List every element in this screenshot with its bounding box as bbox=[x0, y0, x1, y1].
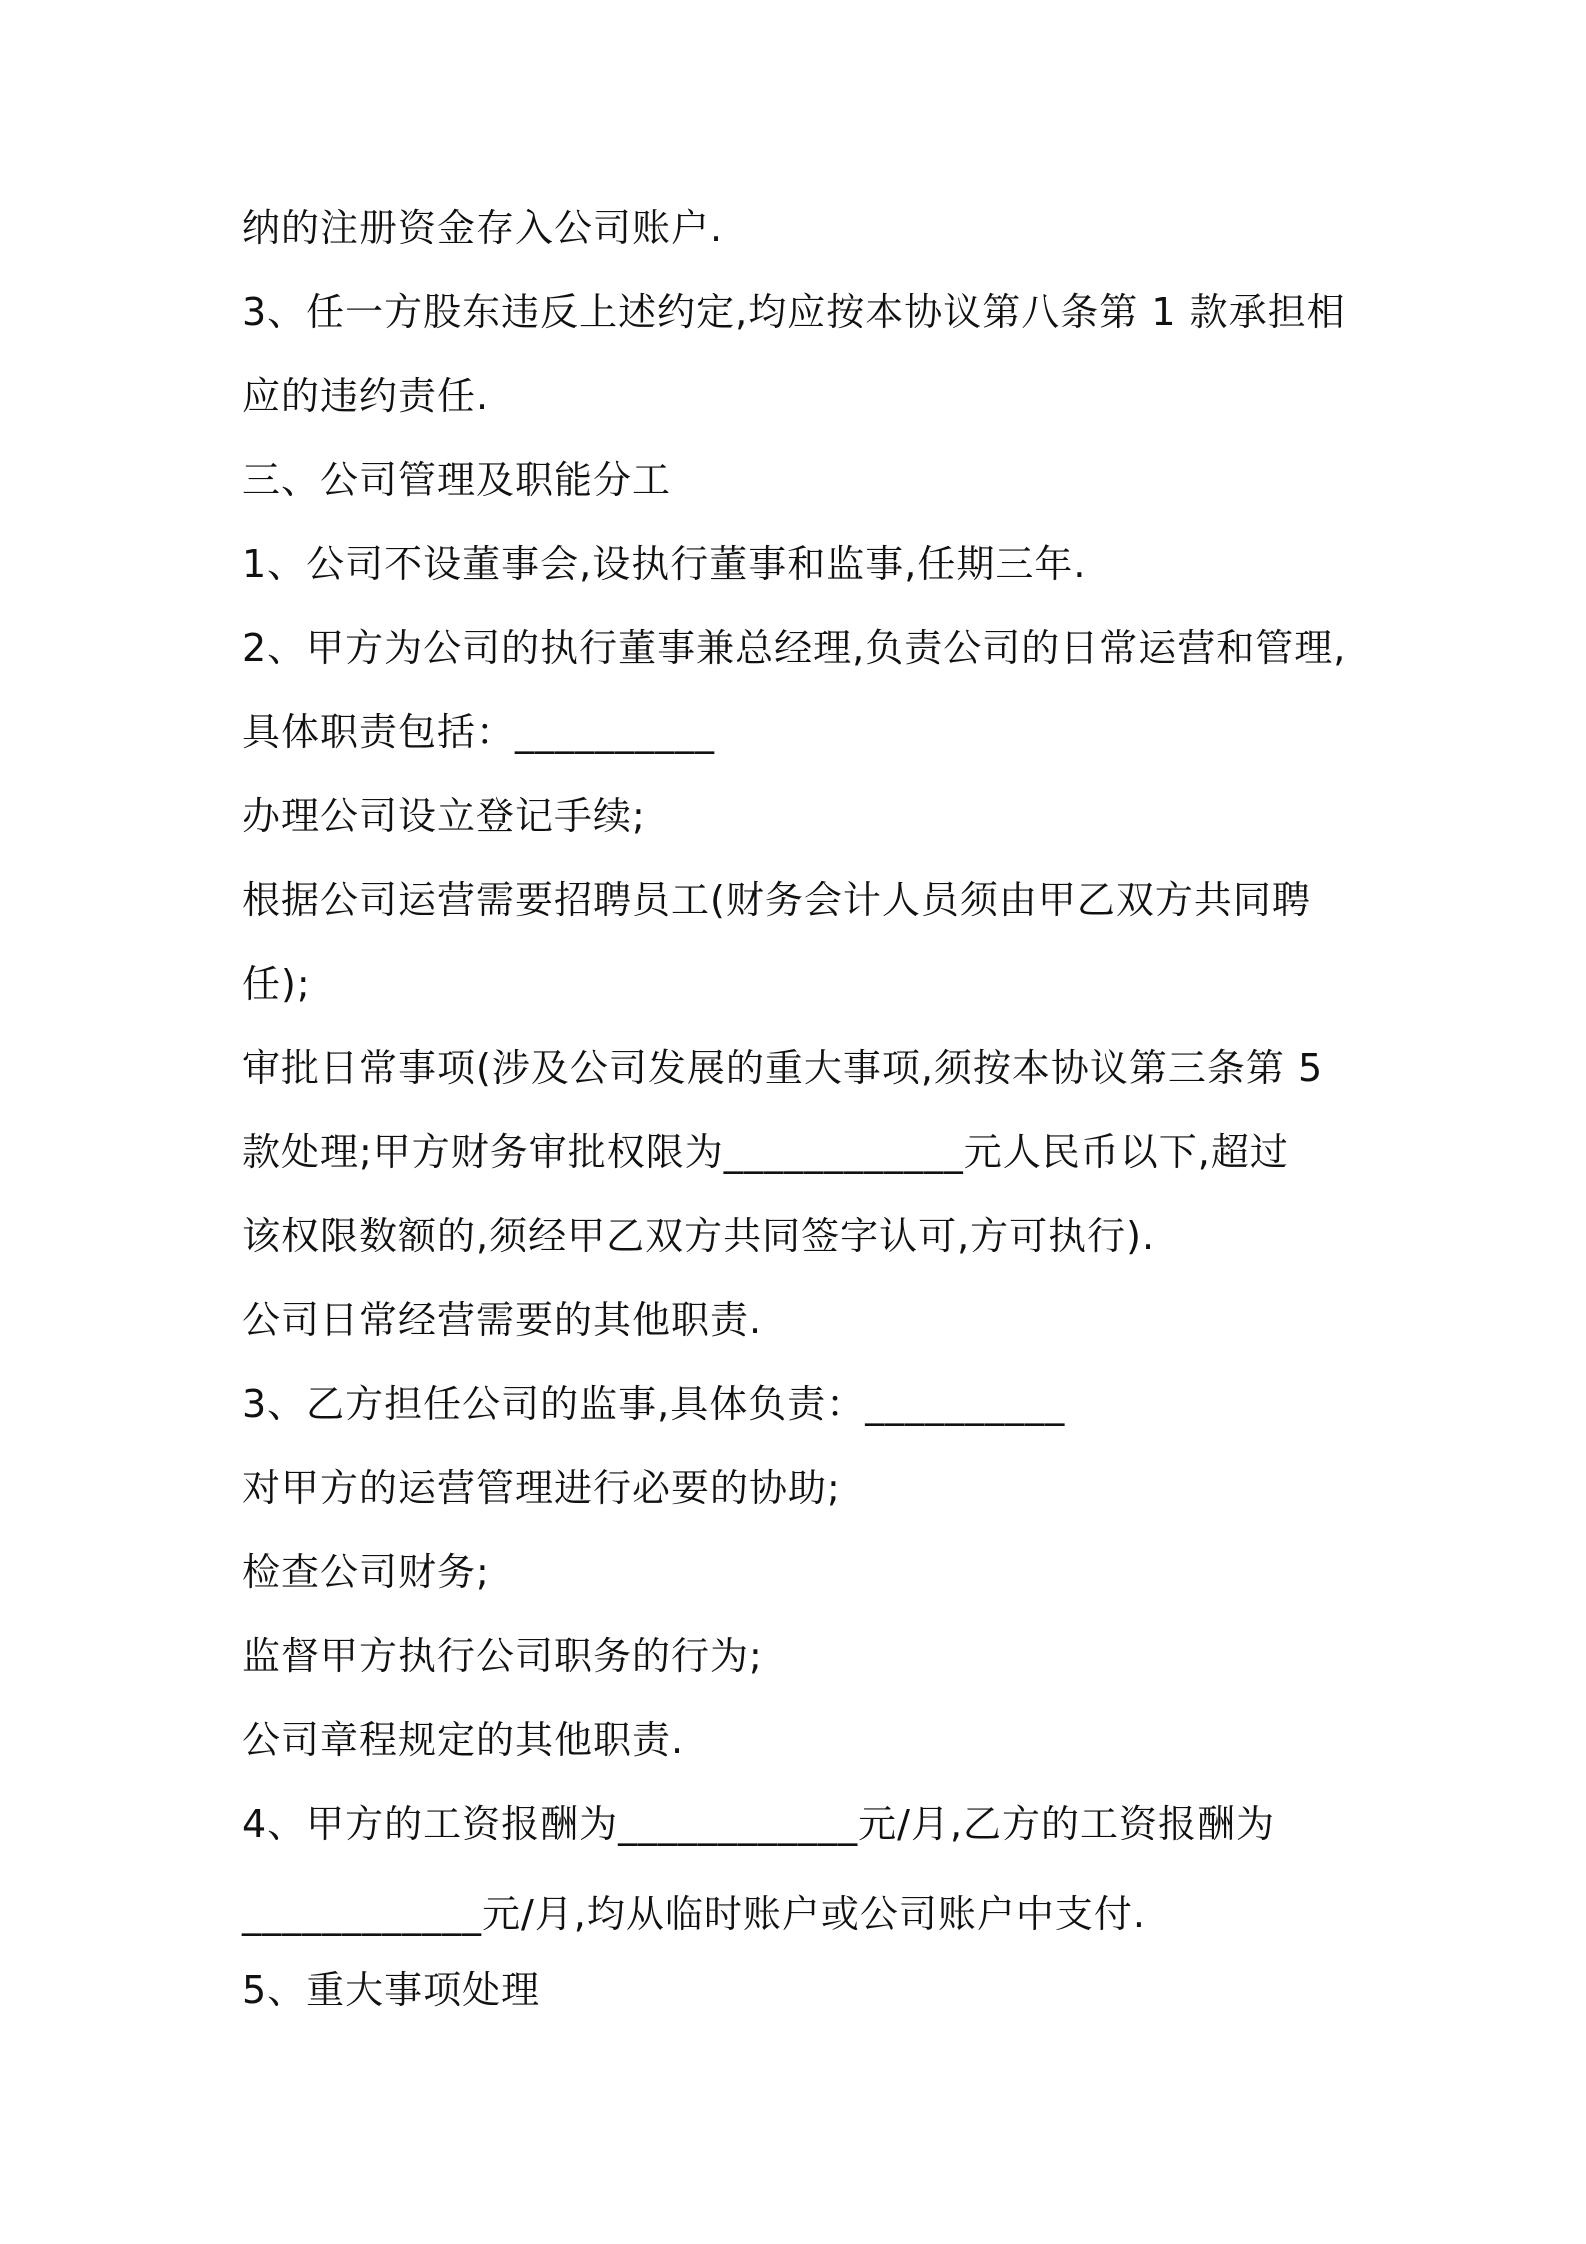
text-line: 任); bbox=[242, 962, 311, 1006]
text-line: 公司日常经营需要的其他职责. bbox=[242, 1298, 763, 1342]
text-line: 1、公司不设董事会,设执行董事和监事,任期三年. bbox=[242, 542, 1087, 586]
text-line: 2、甲方为公司的执行董事兼总经理,负责公司的日常运营和管理, bbox=[242, 626, 1347, 670]
text-line: 3、乙方担任公司的监事,具体负责：__________ bbox=[242, 1382, 1066, 1426]
text-line: 监督甲方执行公司职务的行为; bbox=[242, 1634, 763, 1678]
text-line: 3、任一方股东违反上述约定,均应按本协议第八条第 1 款承担相 bbox=[242, 290, 1346, 334]
section-heading: 三、公司管理及职能分工 bbox=[242, 458, 672, 502]
text-line: 款处理;甲方财务审批权限为____________元人民币以下,超过 bbox=[242, 1130, 1289, 1174]
text-line: 对甲方的运营管理进行必要的协助; bbox=[242, 1466, 841, 1510]
text-line: 根据公司运营需要招聘员工(财务会计人员须由甲乙双方共同聘 bbox=[242, 878, 1311, 922]
text-line: 审批日常事项(涉及公司发展的重大事项,须按本协议第三条第 5 bbox=[242, 1046, 1324, 1090]
text-line: 检查公司财务; bbox=[242, 1550, 490, 1594]
text-line: 纳的注册资金存入公司账户. bbox=[242, 206, 724, 250]
text-line: ____________元/月,均从临时账户或公司账户中支付. bbox=[242, 1892, 1146, 1936]
text-line: 具体职责包括：__________ bbox=[242, 710, 716, 754]
text-line: 公司章程规定的其他职责. bbox=[242, 1718, 685, 1762]
text-line: 应的违约责任. bbox=[242, 374, 490, 418]
text-line: 4、甲方的工资报酬为____________元/月,乙方的工资报酬为 bbox=[242, 1802, 1276, 1846]
text-line: 该权限数额的,须经甲乙双方共同签字认可,方可执行). bbox=[242, 1214, 1156, 1258]
text-line: 5、重大事项处理 bbox=[242, 1968, 541, 2012]
text-line: 办理公司设立登记手续; bbox=[242, 794, 646, 838]
